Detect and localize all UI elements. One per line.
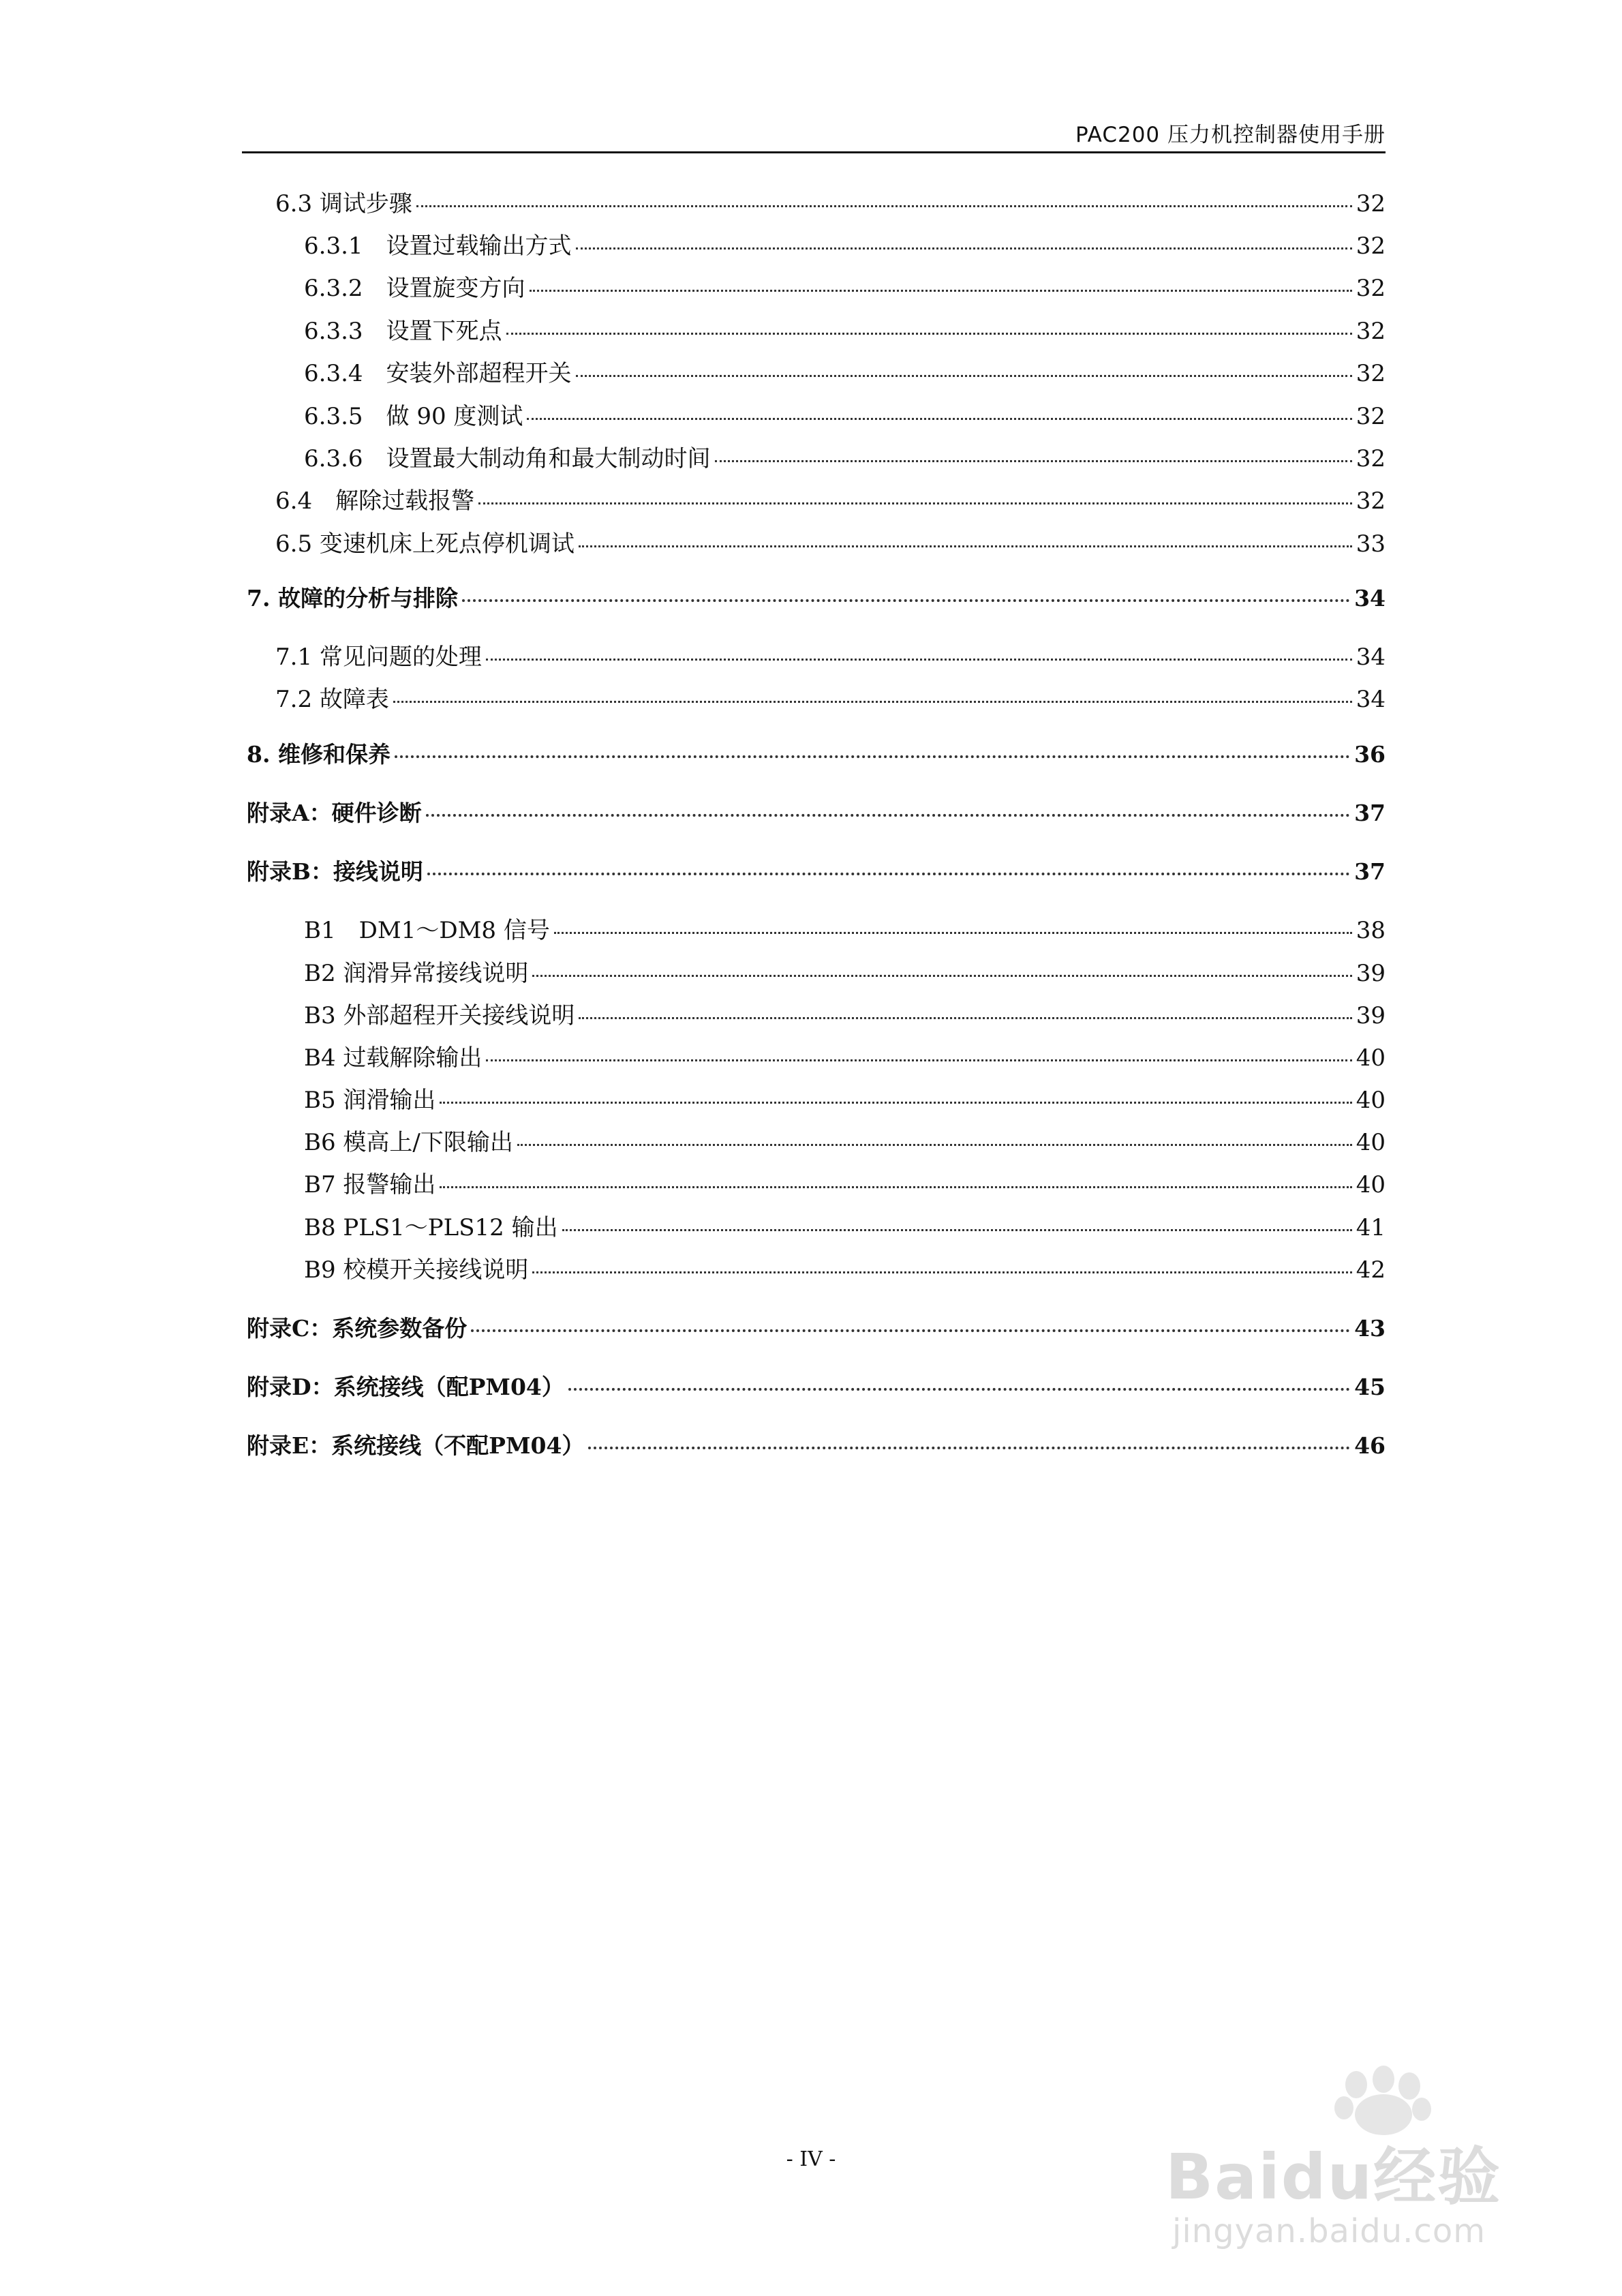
toc-entry-label: B6 模高上/下限输出: [304, 1129, 513, 1156]
toc-entry-page: 45: [1354, 1374, 1386, 1400]
watermark-brand: Baidu经验: [1165, 2141, 1502, 2214]
toc-entry-page: 39: [1356, 1002, 1386, 1029]
toc-entry[interactable]: [304, 1128, 1386, 1158]
toc-entry-page: 32: [1356, 403, 1386, 430]
toc-entry-page: 41: [1356, 1214, 1386, 1241]
toc-dot-leader: [562, 1229, 1352, 1231]
toc-entry-page: 32: [1356, 275, 1386, 302]
watermark-url: jingyan.baidu.com: [1172, 2212, 1486, 2250]
toc-dot-leader: [393, 701, 1352, 703]
toc-entry-label: 7.1 常见问题的处理: [275, 644, 482, 671]
toc-entry-page: 34: [1356, 686, 1386, 713]
toc-entry-label: 6.3.2 设置旋变方向: [304, 275, 525, 302]
toc-entry-label: 6.4 解除过载报警: [275, 487, 475, 515]
toc-entry-label: 6.3.5 做 90 度测试: [304, 403, 523, 430]
toc-entry-label: 附录B：接线说明: [247, 858, 423, 885]
toc-dot-leader: [715, 460, 1352, 462]
toc-entry[interactable]: [304, 1255, 1386, 1285]
toc-entry-label: B9 校模开关接线说明: [304, 1256, 529, 1284]
toc-entry-page: 32: [1356, 487, 1386, 515]
toc-dot-leader: [426, 814, 1350, 817]
toc-dot-leader: [427, 873, 1350, 875]
toc-entry[interactable]: [304, 1085, 1386, 1115]
toc-entry-page: 40: [1356, 1129, 1386, 1156]
toc-dot-leader: [486, 1059, 1351, 1061]
toc-entry[interactable]: [247, 584, 1386, 614]
toc-dot-leader: [579, 1017, 1351, 1019]
toc-entry-label: 附录E：系统接线（不配PM04）: [247, 1432, 585, 1459]
toc-entry-page: 42: [1356, 1256, 1386, 1284]
toc-dot-leader: [530, 290, 1352, 292]
toc-entry-page: 34: [1356, 644, 1386, 671]
baidu-watermark: [1152, 2066, 1533, 2270]
toc-entry[interactable]: [304, 402, 1386, 432]
toc-entry[interactable]: [304, 1213, 1386, 1243]
toc-dot-leader: [486, 659, 1352, 661]
toc-entry-label: B7 报警输出: [304, 1171, 436, 1198]
toc-entry-page: 32: [1356, 360, 1386, 387]
toc-dot-leader: [532, 1271, 1351, 1273]
toc-entry[interactable]: [304, 1001, 1386, 1031]
toc-entry-page: 43: [1354, 1315, 1386, 1342]
toc-entry-page: 37: [1354, 800, 1386, 826]
toc-dot-leader: [517, 1144, 1352, 1146]
toc-entry-page: 37: [1354, 858, 1386, 885]
toc-entry[interactable]: [275, 189, 1386, 219]
toc-entry-label: 6.3.6 设置最大制动角和最大制动时间: [304, 445, 711, 472]
toc-entry-label: 6.3.1 设置过载输出方式: [304, 232, 572, 260]
toc-entry-page: 32: [1356, 190, 1386, 217]
toc-entry-label: 7. 故障的分析与排除: [247, 585, 458, 611]
toc-entry[interactable]: [247, 857, 1386, 887]
toc-dot-leader: [462, 599, 1350, 602]
toc-dot-leader: [588, 1447, 1350, 1449]
toc-entry[interactable]: [304, 231, 1386, 261]
toc-entry[interactable]: [304, 316, 1386, 346]
toc-entry-label: B2 润滑异常接线说明: [304, 960, 529, 987]
toc-entry[interactable]: [275, 529, 1386, 559]
toc-dot-leader: [395, 755, 1350, 758]
toc-entry-label: 附录D：系统接线（配PM04）: [247, 1374, 564, 1400]
manual-title: PAC200 压力机控制器使用手册: [1075, 123, 1386, 147]
toc-entry-label: 6.3 调试步骤: [275, 190, 412, 217]
toc-entry-page: 32: [1356, 318, 1386, 345]
toc-entry[interactable]: [304, 916, 1386, 946]
toc-entry[interactable]: [275, 642, 1386, 672]
toc-entry[interactable]: [304, 958, 1386, 988]
toc-entry-page: 39: [1356, 960, 1386, 987]
toc-entry[interactable]: [247, 1372, 1386, 1402]
header-rule: [242, 151, 1386, 153]
toc-entry-label: B3 外部超程开关接线说明: [304, 1002, 575, 1029]
toc-entry[interactable]: [247, 1431, 1386, 1461]
toc-dot-leader: [506, 333, 1352, 335]
toc-dot-leader: [554, 932, 1352, 934]
toc-entry[interactable]: [247, 798, 1386, 828]
toc-entry[interactable]: [247, 1314, 1386, 1344]
toc-entry[interactable]: [304, 359, 1386, 389]
toc-entry-page: 38: [1356, 917, 1386, 944]
toc-entry-page: 40: [1356, 1044, 1386, 1072]
toc-entry[interactable]: [304, 273, 1386, 303]
toc-entry-label: 7.2 故障表: [275, 686, 389, 713]
toc-dot-leader: [576, 375, 1352, 377]
toc-dot-leader: [532, 975, 1351, 977]
toc-entry-page: 34: [1354, 585, 1386, 611]
toc-entry-page: 33: [1356, 530, 1386, 558]
toc-entry-label: B4 过载解除输出: [304, 1044, 483, 1072]
running-header: [242, 112, 1386, 148]
toc-dot-leader: [416, 205, 1352, 207]
toc-dot-leader: [568, 1388, 1350, 1391]
toc-entry-label: 6.3.3 设置下死点: [304, 318, 502, 345]
toc-dot-leader: [471, 1329, 1350, 1332]
toc-dot-leader: [478, 502, 1352, 504]
toc-entry-page: 36: [1354, 741, 1386, 768]
toc-dot-leader: [440, 1102, 1351, 1104]
toc-dot-leader: [527, 418, 1351, 420]
toc-entry-label: B1 DM1～DM8 信号: [304, 917, 550, 944]
toc-dot-leader: [440, 1186, 1351, 1188]
toc-entry-label: 附录A：硬件诊断: [247, 800, 422, 826]
toc-dot-leader: [579, 545, 1352, 547]
page-number: - IV -: [786, 2147, 836, 2171]
toc-entry-label: B5 润滑输出: [304, 1087, 436, 1114]
toc-entry-label: 6.5 变速机床上死点停机调试: [275, 530, 575, 558]
toc-entry-page: 40: [1356, 1171, 1386, 1198]
toc-entry-label: 6.3.4 安装外部超程开关: [304, 360, 572, 387]
toc-entry-page: 46: [1354, 1432, 1386, 1459]
toc-dot-leader: [576, 247, 1352, 250]
toc-entry-page: 32: [1356, 232, 1386, 260]
toc-entry[interactable]: [275, 684, 1386, 714]
toc-entry[interactable]: [304, 1043, 1386, 1073]
toc-entry-label: B8 PLS1～PLS12 输出: [304, 1214, 558, 1241]
toc-entry-label: 8. 维修和保养: [247, 741, 391, 768]
toc-entry[interactable]: [304, 444, 1386, 474]
toc-entry-page: 32: [1356, 445, 1386, 472]
toc-entry-label: 附录C：系统参数备份: [247, 1315, 468, 1342]
toc-entry[interactable]: [275, 486, 1386, 516]
toc-entry[interactable]: [304, 1170, 1386, 1200]
toc-entry[interactable]: [247, 740, 1386, 770]
toc-entry-page: 40: [1356, 1087, 1386, 1114]
